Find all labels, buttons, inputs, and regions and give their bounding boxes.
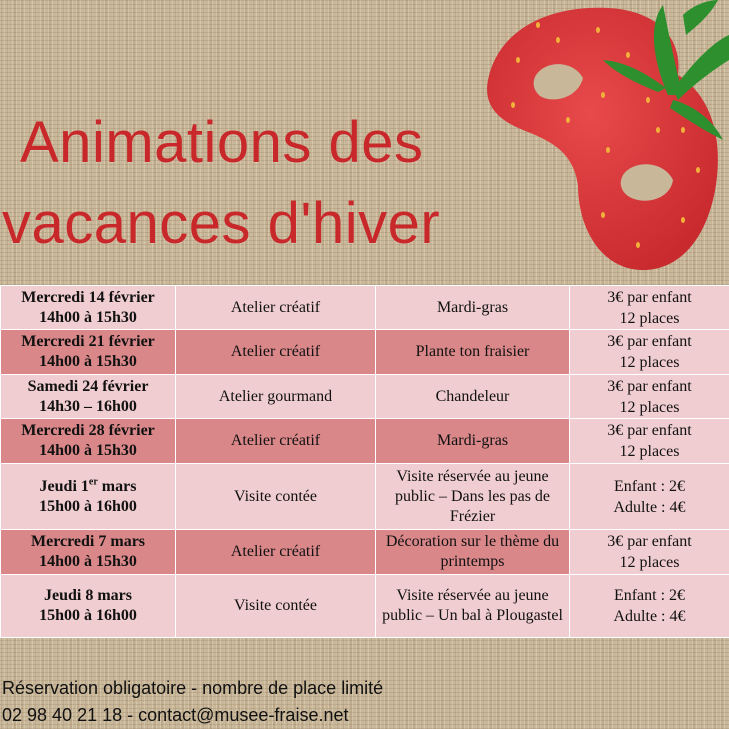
activity-cell: Atelier créatif <box>176 419 376 464</box>
price-cell: 3€ par enfant 12 places <box>570 419 729 464</box>
date-cell: Mercredi 28 février 14h00 à 15h30 <box>1 419 176 464</box>
activity-cell: Visite contée <box>176 464 376 530</box>
date-cell: Mercredi 14 février 14h00 à 15h30 <box>1 286 176 330</box>
theme-cell: Mardi-gras <box>376 286 570 330</box>
theme-cell: Visite réservée au jeune public – Un bal à Plougastel <box>376 575 570 638</box>
date-cell: Jeudi 8 mars 15h00 à 16h00 <box>1 575 176 638</box>
date-cell: Jeudi 1er mars 15h00 à 16h00 <box>1 464 176 530</box>
table-row <box>1 330 729 375</box>
theme-cell: Décoration sur le thème du printemps <box>376 530 570 575</box>
date-cell: Mercredi 21 février 14h00 à 15h30 <box>1 330 176 375</box>
contact-info: 02 98 40 21 18 - contact@musee-fraise.net <box>2 705 349 725</box>
activity-cell: Visite contée <box>176 575 376 638</box>
title-line-2: vacances d'hiver <box>2 191 441 256</box>
theme-cell: Mardi-gras <box>376 419 570 464</box>
activity-cell: Atelier créatif <box>176 530 376 575</box>
strawberry-mask-illustration <box>478 0 729 275</box>
theme-cell: Chandeleur <box>376 375 570 419</box>
activity-cell: Atelier gourmand <box>176 375 376 419</box>
table-row <box>1 419 729 464</box>
table-row <box>1 464 729 530</box>
activity-cell: Atelier créatif <box>176 330 376 375</box>
date-cell: Samedi 24 février 14h30 – 16h00 <box>1 375 176 419</box>
price-cell: 3€ par enfant 12 places <box>570 375 729 419</box>
theme-cell: Plante ton fraisier <box>376 330 570 375</box>
table-row <box>1 530 729 575</box>
price-cell: Enfant : 2€ Adulte : 4€ <box>570 464 729 530</box>
price-cell: 3€ par enfant 12 places <box>570 330 729 375</box>
activity-cell: Atelier créatif <box>176 286 376 330</box>
reservation-notice: Réservation obligatoire - nombre de place limité <box>2 678 384 698</box>
price-cell: 3€ par enfant 12 places <box>570 286 729 330</box>
table-row <box>1 375 729 419</box>
schedule-table <box>0 285 729 638</box>
price-cell: Enfant : 2€ Adulte : 4€ <box>570 575 729 638</box>
table-row <box>1 575 729 638</box>
table-row <box>1 286 729 330</box>
price-cell: 3€ par enfant 12 places <box>570 530 729 575</box>
date-cell: Mercredi 7 mars 14h00 à 15h30 <box>1 530 176 575</box>
title-line-1: Animations des <box>20 110 424 175</box>
theme-cell: Visite réservée au jeune public – Dans les pas de Frézier <box>376 464 570 530</box>
